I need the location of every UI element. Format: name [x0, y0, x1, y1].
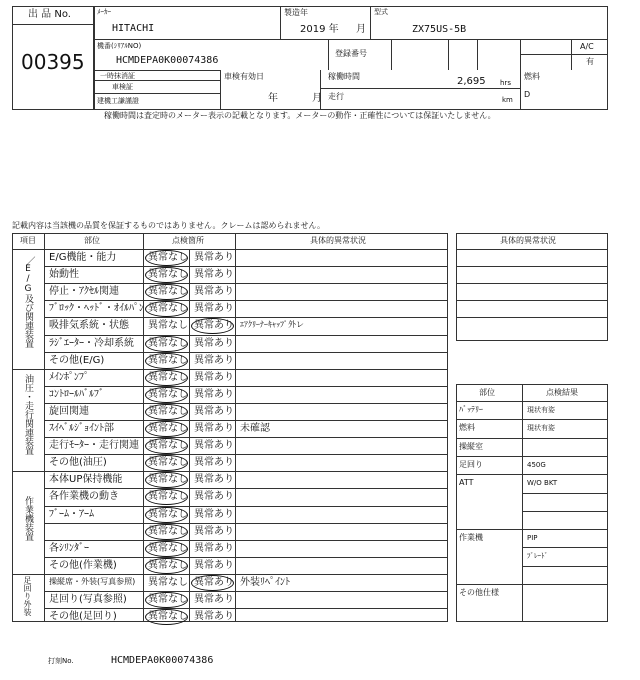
check-abnormal: 異常あり: [194, 594, 234, 605]
check-abnormal: 異常あり: [194, 423, 234, 434]
check-circle-mark: [145, 353, 188, 369]
inspection-result-header: 点検結果: [546, 388, 578, 397]
inspection-row-result: 現状有姿: [527, 424, 555, 433]
year-value: 2019 年: [300, 24, 339, 35]
fuel-label: 燃料: [524, 72, 540, 81]
hours-value: 2,695: [457, 76, 486, 87]
check-normal: 異常なし: [148, 594, 188, 605]
table-row-part: ｽｲﾍﾞﾙｼﾞｮｲﾝﾄ部: [49, 423, 114, 434]
check-normal: 異常なし: [148, 542, 188, 554]
check-normal: 異常なし: [148, 405, 188, 417]
inspection-row-result: PIP: [527, 534, 538, 543]
check-normal: 異常なし: [148, 576, 188, 588]
inspection-row-part: 作業機: [459, 533, 483, 543]
model-label: 型式: [374, 8, 388, 16]
stamp-value: HCMDEPA0K00074386: [111, 655, 214, 666]
check-abnormal: 異常あり: [194, 508, 234, 520]
stamp-label: 打刻No.: [48, 657, 74, 665]
reg-label: 登録番号: [335, 49, 367, 58]
table-row-part: 吸排気系統・状態: [49, 320, 129, 332]
check-circle-mark: [145, 609, 188, 625]
check-circle-mark: [145, 541, 188, 557]
check-circle-mark: [145, 507, 188, 523]
check-circle-mark: [145, 524, 188, 540]
col-part-header: 部位: [84, 236, 100, 245]
ac-value: 有: [586, 57, 594, 66]
check-normal: 異常なし: [148, 440, 188, 452]
group-work-label: 作業機装置: [23, 496, 33, 541]
col-item-header: 項目: [20, 236, 36, 245]
check-abnormal: 異常あり: [194, 457, 234, 469]
table-row-part: 停止・ｱｸｾﾙ関連: [49, 286, 119, 298]
check-abnormal: 異常あり: [194, 252, 234, 263]
check-normal: 異常なし: [148, 474, 188, 486]
inspection-row-part: その他仕様: [459, 588, 499, 597]
check-circle-mark: [145, 592, 188, 608]
check-abnormal: 異常あり: [194, 303, 234, 315]
check-normal: 異常なし: [148, 388, 188, 400]
check-normal: 異常なし: [148, 611, 188, 623]
hours-note: 稼働時間は査定時のメーター表示の記載となります。メーターの動作・正確性については保証いたしません。: [104, 111, 496, 120]
table-row-part: 各ｼﾘﾝﾀﾞｰ: [49, 542, 89, 554]
table-row-part: ﾗｼﾞｴｰﾀｰ・冷却系統: [49, 337, 134, 349]
table-row-part: その他(E/G): [49, 354, 105, 366]
inspection-row-result: 450G: [527, 460, 546, 469]
check-abnormal: 異常あり: [194, 576, 234, 588]
check-normal: 異常なし: [148, 371, 188, 383]
group-eg-label-2: E/G及び関連装置: [23, 264, 33, 348]
inspection-row-part: 操縦室: [459, 441, 483, 451]
table-row-part: その他(足回り): [49, 611, 117, 623]
inspect-label: 車検有効日: [224, 72, 264, 81]
check-normal: 異常なし: [148, 423, 188, 434]
check-normal: 異常なし: [148, 559, 188, 571]
inspection-row-part: ﾊﾞｯﾃﾘｰ: [459, 405, 483, 414]
inspection-row-part: 足回り: [459, 459, 483, 469]
inspection-row-part: 燃料: [459, 423, 475, 433]
check-circle-mark: [145, 336, 188, 352]
check-circle-mark: [145, 370, 188, 386]
check-abnormal: 異常あり: [194, 354, 234, 366]
inspection-row-result: W/O BKT: [527, 479, 558, 488]
check-abnormal: 異常あり: [194, 371, 234, 383]
table-row-part: ﾌﾞﾛｯｸ・ﾍｯﾄﾞ・ｵｲﾙﾊﾟﾝ: [49, 303, 144, 315]
check-abnormal: 異常あり: [194, 440, 234, 452]
fuel-value: D: [524, 90, 531, 99]
check-abnormal: 異常あり: [194, 388, 234, 400]
table-row-part: 本体UP保持機能: [49, 474, 123, 486]
table-row-part: 足回り(写真参照): [49, 594, 127, 605]
check-circle-mark: [191, 575, 234, 591]
table-row-part: E/G機能・能力: [49, 252, 117, 263]
cert2-label: 車検証: [112, 83, 133, 91]
check-normal: 異常なし: [148, 286, 188, 298]
lot-label: 出 品 No.: [28, 9, 71, 20]
check-normal: 異常なし: [148, 457, 188, 469]
ac-label: A/C: [580, 42, 594, 51]
serial-value: HCMDEPA0K00074386: [116, 55, 219, 66]
inspection-row-part: ATT: [459, 478, 474, 488]
table-row-detail: ｴｱｸﾘｰﾅｰｷｬｯﾌﾟ外レ: [240, 320, 304, 330]
cert1-label: 一時抹消証: [100, 72, 135, 80]
check-abnormal: 異常あり: [194, 320, 234, 332]
hours-unit: hrs: [500, 79, 511, 87]
group-eg-label: ／: [23, 256, 34, 266]
travel-label: 走行: [328, 92, 344, 101]
lot-number: 00395: [21, 50, 85, 74]
month-label: 月: [356, 24, 366, 35]
maker-label: ﾒｰｶｰ: [97, 8, 111, 16]
inspection-row-result: ﾌﾞﾚｰﾄﾞ: [527, 552, 548, 561]
check-abnormal: 異常あり: [194, 559, 234, 571]
inspect-year: 年: [268, 93, 278, 104]
serial-label: 機番(ｼﾘｱﾙNO): [97, 42, 142, 50]
check-circle-mark: [145, 438, 188, 454]
table-row-part: 走行ﾓｰﾀｰ・走行関連: [49, 440, 139, 452]
check-normal: 異常なし: [148, 303, 188, 315]
check-abnormal: 異常あり: [194, 474, 234, 486]
travel-unit: km: [502, 96, 513, 104]
cert3-label: 建機工謙謹證: [97, 97, 139, 105]
table-row-part: その他(作業機): [49, 559, 117, 571]
table-row-part: その他(油圧): [49, 457, 107, 469]
check-normal: 異常なし: [148, 491, 188, 503]
check-normal: 異常なし: [148, 269, 188, 281]
check-abnormal: 異常あり: [194, 525, 234, 537]
check-abnormal: 異常あり: [194, 286, 234, 298]
check-normal: 異常なし: [148, 354, 188, 366]
check-circle-mark: [145, 267, 188, 283]
table-row-part: 旋回関連: [49, 405, 89, 417]
inspection-row-result: 現状有姿: [527, 406, 555, 414]
group-hyd-label: 油圧・走行関連装置: [23, 374, 33, 455]
table-row-part: ﾒｲﾝﾎﾟﾝﾌﾟ: [49, 371, 89, 383]
check-abnormal: 異常あり: [194, 405, 234, 417]
col-check-header: 点検箇所: [172, 236, 204, 245]
check-circle-mark: [145, 387, 188, 403]
check-normal: 異常なし: [148, 320, 188, 332]
hours-label: 稼働時間: [328, 72, 360, 81]
check-abnormal: 異常あり: [194, 611, 234, 623]
model-value: ZX75US-5B: [412, 24, 467, 35]
check-abnormal: 異常あり: [194, 269, 234, 281]
check-normal: 異常なし: [148, 525, 188, 537]
disclaimer: 記載内容は当該機の品質を保証するものではありません。クレームは認められません。: [12, 221, 325, 230]
check-abnormal: 異常あり: [194, 491, 234, 503]
year-label: 製造年: [284, 8, 308, 17]
table-row-part: ｺﾝﾄﾛｰﾙﾊﾞﾙﾌﾞ: [49, 388, 104, 400]
col-detail-header: 具体的異常状況: [310, 236, 366, 245]
table-row-part: 操縦席・外装(写真参照): [49, 576, 136, 586]
table-row-part: 始動性: [49, 269, 79, 281]
check-abnormal: 異常あり: [194, 542, 234, 554]
check-circle-mark: [145, 421, 188, 437]
check-circle-mark: [145, 404, 188, 420]
check-circle-mark: [145, 558, 188, 574]
table-row-detail: 未確認: [240, 423, 270, 434]
table-row-detail: 外装ﾘﾍﾟｲﾝﾄ: [240, 576, 290, 588]
maker-value: HITACHI: [112, 23, 155, 34]
group-under-label: 足回り外装: [23, 576, 32, 616]
check-normal: 異常なし: [148, 508, 188, 520]
table-row-part: ﾌﾞｰﾑ・ｱｰﾑ: [49, 508, 94, 520]
check-circle-mark: [145, 250, 188, 266]
check-normal: 異常なし: [148, 337, 188, 349]
check-normal: 異常なし: [148, 252, 188, 263]
table-row-part: 各作業機の動き: [49, 491, 119, 503]
inspection-part-header: 部位: [479, 388, 495, 397]
check-abnormal: 異常あり: [194, 337, 234, 349]
right-detail-header: 具体的異常状況: [500, 236, 556, 245]
inspect-month: 月: [312, 93, 322, 104]
